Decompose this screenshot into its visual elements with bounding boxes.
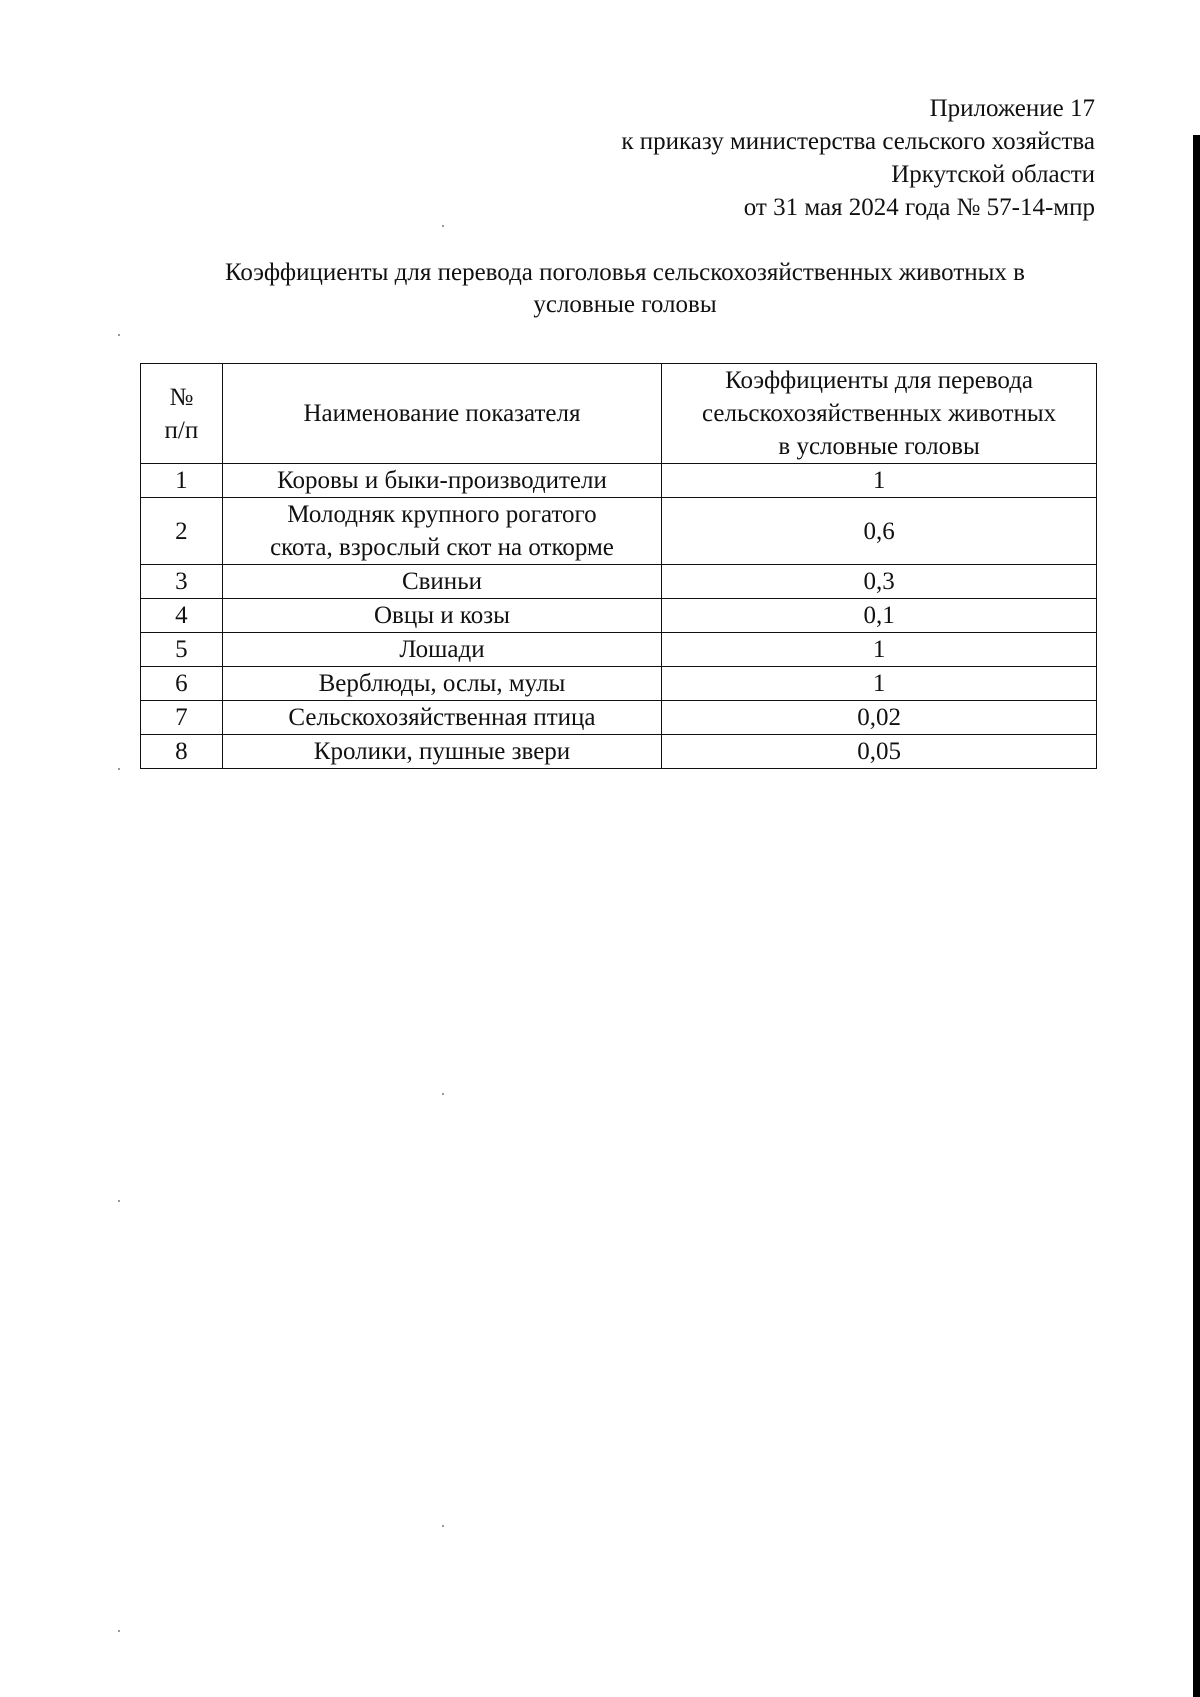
table-row — [141, 735, 1097, 769]
row-number: 2 — [141, 498, 223, 565]
row-indicator-name: Кролики, пушные звери — [222, 735, 661, 769]
row-coefficient: 1 — [662, 464, 1097, 498]
row-indicator-name: Свиньи — [222, 565, 661, 599]
row-coefficient: 0,6 — [662, 498, 1097, 565]
header-number-abbr: п/п — [164, 416, 199, 444]
row-coefficient: 1 — [662, 667, 1097, 701]
row-indicator-name-line-1: Молодняк крупного рогатого — [287, 501, 597, 528]
row-coefficient: 0,3 — [662, 565, 1097, 599]
row-indicator-name — [222, 498, 661, 565]
scan-edge-shadow — [1193, 135, 1200, 1697]
table-row — [141, 599, 1097, 633]
appendix-number: Приложение 17 — [929, 95, 1095, 122]
scan-speck — [442, 1093, 444, 1095]
row-coefficient: 1 — [662, 633, 1097, 667]
header-number — [141, 364, 223, 464]
appendix-region: Иркутской области — [891, 161, 1095, 188]
row-coefficient: 0,05 — [662, 735, 1097, 769]
document-title-line-2: условные головы — [533, 291, 717, 318]
row-number: 4 — [141, 599, 223, 633]
scan-speck — [442, 225, 444, 227]
scan-speck — [118, 1200, 120, 1202]
coefficients-table — [140, 363, 1097, 769]
scan-speck — [442, 1525, 444, 1527]
table-row — [141, 667, 1097, 701]
appendix-order-ref: к приказу министерства сельского хозяйства — [621, 128, 1095, 155]
row-coefficient: 0,02 — [662, 701, 1097, 735]
table-row — [141, 565, 1097, 599]
document-title-line-1: Коэффициенты для перевода поголовья сельскохозяйственных животных в — [225, 259, 1025, 286]
row-number: 7 — [141, 701, 223, 735]
table-row — [141, 701, 1097, 735]
row-number: 1 — [141, 464, 223, 498]
row-number: 5 — [141, 633, 223, 667]
header-coefficient-line-1: Коэффициенты для перевода — [725, 367, 1034, 394]
appendix-header — [395, 92, 1095, 224]
row-coefficient: 0,1 — [662, 599, 1097, 633]
row-indicator-name: Сельскохозяйственная птица — [222, 701, 661, 735]
header-number-symbol: № — [169, 383, 194, 411]
appendix-date-number: от 31 мая 2024 года № 57-14-мпр — [743, 194, 1095, 221]
header-coefficient-line-3: в условные головы — [778, 433, 980, 460]
row-number: 3 — [141, 565, 223, 599]
table-row — [141, 464, 1097, 498]
table-row — [141, 633, 1097, 667]
table-row — [141, 498, 1097, 565]
row-indicator-name: Овцы и козы — [222, 599, 661, 633]
row-indicator-name: Коровы и быки-производители — [222, 464, 661, 498]
scan-speck — [118, 334, 120, 336]
row-number: 6 — [141, 667, 223, 701]
header-coefficient — [662, 364, 1097, 464]
row-indicator-name-line-2: скота, взрослый скот на откорме — [270, 534, 614, 561]
row-indicator-name: Лошади — [222, 633, 661, 667]
row-number: 8 — [141, 735, 223, 769]
scan-speck — [118, 768, 120, 770]
header-coefficient-line-2: сельскохозяйственных животных — [701, 400, 1057, 427]
row-indicator-name: Верблюды, ослы, мулы — [222, 667, 661, 701]
document-title — [140, 257, 1110, 321]
header-indicator-name: Наименование показателя — [222, 364, 661, 464]
scan-speck — [118, 1630, 120, 1632]
table-header-row — [141, 364, 1097, 464]
